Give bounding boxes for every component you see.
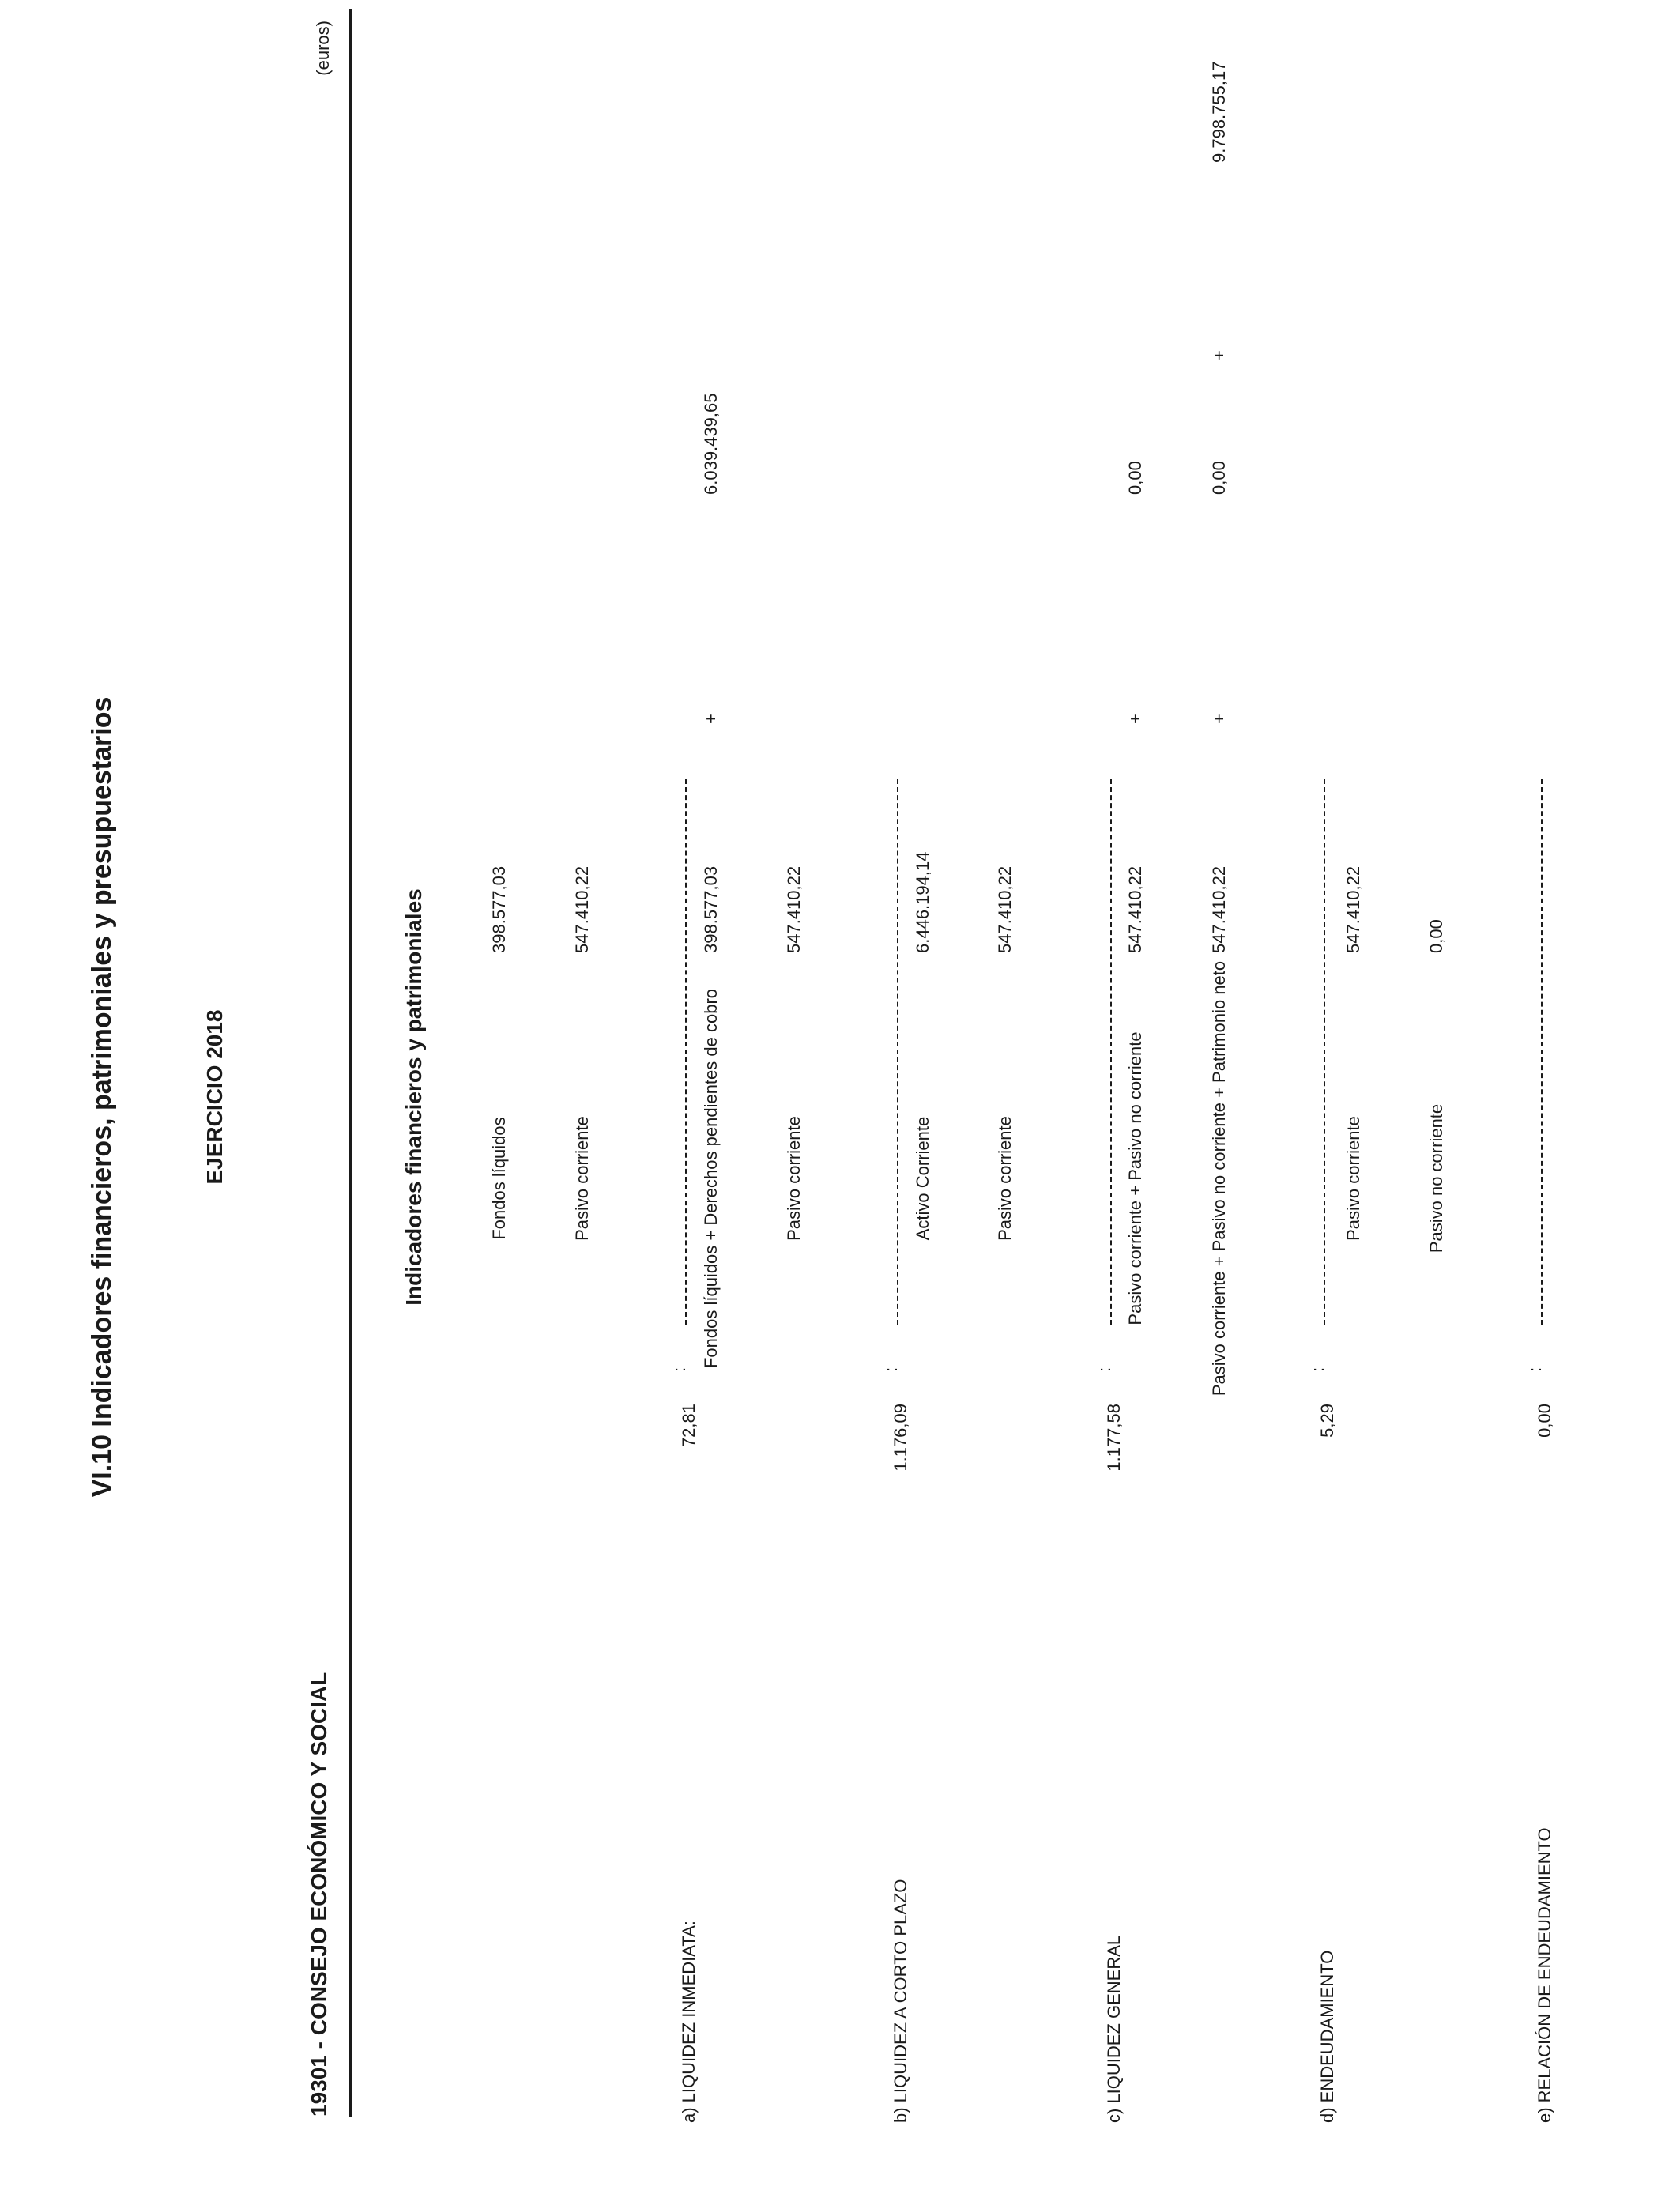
fraction-line <box>685 779 687 1325</box>
denominator-value: 547.410,22 <box>995 865 1015 953</box>
header-rule <box>349 9 352 2117</box>
denominator-value: 547.410,22 <box>572 865 592 953</box>
indicator-label: e) RELACIÓN DE ENDEUDAMIENTO <box>1535 1827 1554 2123</box>
numerator-value: 6.446.194,14 <box>913 851 932 953</box>
denominator-label: Pasivo corriente <box>784 1116 804 1241</box>
plus-sign: + <box>1125 714 1145 724</box>
plus-sign: + <box>701 714 721 724</box>
denominator-value: 9.798.755,17 <box>1209 61 1229 163</box>
indicator-colon: : <box>881 1367 901 1372</box>
denominator-value: 0,00 <box>1426 919 1446 953</box>
numerator-value: 0,00 <box>1125 461 1145 495</box>
fraction-line <box>1541 779 1543 1325</box>
indicator-value: 5,29 <box>1317 1404 1337 1438</box>
numerator-value: 398.577,03 <box>701 865 721 953</box>
numerator-label: Pasivo corriente + Pasivo no corriente <box>1125 1031 1145 1325</box>
indicator-value: 72,81 <box>679 1404 699 1448</box>
page-title: VI.10 Indicadores financieros, patrimoniales y presupuestarios <box>87 696 117 1498</box>
ejercicio-heading: EJERCICIO 2018 <box>202 1009 227 1185</box>
indicator-colon: : <box>669 1367 689 1372</box>
denominator-label: Pasivo corriente + Pasivo no corriente + Patrimonio neto <box>1209 960 1229 1397</box>
entity-name: 19301 - CONSEJO ECONÓMICO Y SOCIAL <box>307 1672 331 2117</box>
indicator-value: 1.177,58 <box>1104 1404 1124 1472</box>
indicator-label: a) LIQUIDEZ INMEDIATA: <box>679 1921 699 2123</box>
fraction-line <box>1324 779 1325 1325</box>
denominator-label: Pasivo corriente <box>572 1116 592 1241</box>
indicator-label: d) ENDEUDAMIENTO <box>1317 1950 1337 2123</box>
numerator-value: 6.039.439,65 <box>701 393 721 495</box>
numerator-value: 547.410,22 <box>1343 865 1363 953</box>
denominator-value: 547.410,22 <box>784 865 804 953</box>
denominator-value: 547.410,22 <box>1209 865 1229 953</box>
numerator-label: Activo Corriente <box>913 1116 932 1241</box>
plus-sign: + <box>1209 350 1229 360</box>
denominator-value: 0,00 <box>1209 461 1229 495</box>
numerator-label: Fondos líquidos <box>489 1117 509 1240</box>
plus-sign: + <box>1209 714 1229 724</box>
numerator-value: 547.410,22 <box>1125 865 1145 953</box>
indicator-label: c) LIQUIDEZ GENERAL <box>1104 1935 1124 2123</box>
indicator-value: 1.176,09 <box>891 1404 910 1472</box>
indicator-value: 0,00 <box>1535 1404 1554 1438</box>
indicator-colon: : <box>1094 1367 1114 1372</box>
denominator-label: Pasivo no corriente <box>1426 1103 1446 1253</box>
numerator-value: 398.577,03 <box>489 865 509 953</box>
fraction-line <box>1110 779 1112 1325</box>
fraction-line <box>897 779 898 1325</box>
denominator-label: Pasivo corriente <box>995 1116 1015 1241</box>
indicator-colon: : <box>1308 1367 1328 1372</box>
numerator-label: Fondos líquidos + Derechos pendientes de cobro <box>701 988 721 1369</box>
numerator-label: Pasivo corriente <box>1343 1116 1363 1241</box>
unit-label: (euros) <box>313 21 333 76</box>
indicator-colon: : <box>1525 1367 1545 1372</box>
section-title: Indicadores financieros y patrimoniales <box>401 888 426 1306</box>
indicator-label: b) LIQUIDEZ A CORTO PLAZO <box>891 1879 910 2123</box>
